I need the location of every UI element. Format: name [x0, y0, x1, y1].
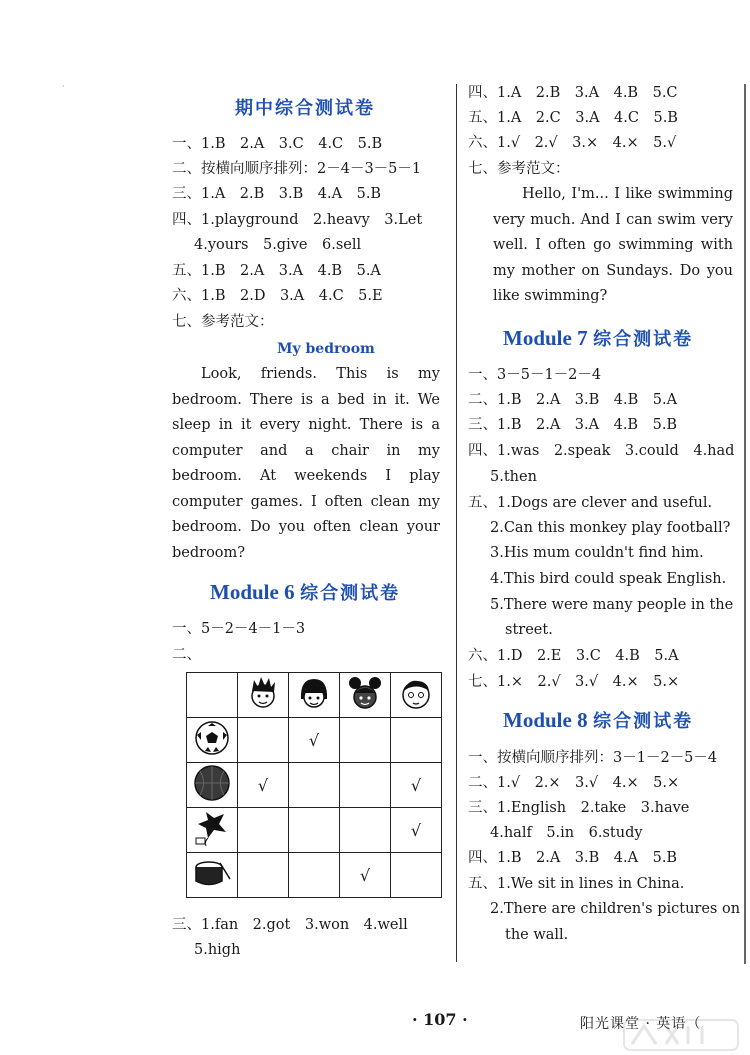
answer-line: 三、1.fan 2.got 3.won 4.well: [172, 917, 408, 933]
answer-line: street.: [505, 622, 553, 638]
page-number: · 107 ·: [412, 1010, 468, 1029]
module8-heading: Module 8 综合测试卷: [503, 708, 694, 732]
grid-cell: √: [289, 718, 340, 763]
football-cell: [187, 718, 238, 763]
answer-line: 三、1.A 2.B 3.B 4.A 5.B: [172, 186, 382, 202]
boy-spiky-hair-icon: [243, 673, 283, 713]
grid-cell: [238, 718, 289, 763]
answer-line: 三、1.English 2.take 3.have: [468, 800, 690, 816]
answer-line: 五、1.We sit in lines in China.: [468, 876, 685, 892]
answer-line: 六、1.D 2.E 3.C 4.B 5.A: [468, 648, 679, 664]
corner-mark: ·: [62, 82, 65, 91]
basketball-icon: [193, 764, 231, 802]
grid-cell: [289, 763, 340, 808]
child-face-1: [238, 673, 289, 718]
answer-line: 一、1.B 2.A 3.C 4.C 5.B: [172, 136, 383, 152]
answer-line: 5.then: [490, 469, 537, 485]
grid-cell: √: [238, 763, 289, 808]
answer-line: 2.There are children's pictures on: [490, 901, 741, 917]
answer-grid: [186, 672, 442, 898]
answer-line: the wall.: [505, 927, 569, 943]
child-face-4: [391, 673, 442, 718]
answer-line: 四、1.A 2.B 3.A 4.B 5.C: [468, 85, 678, 101]
sample-essay: Look, friends. This is my bedroom. There is a bed in it. We sleep in it every night. There is a computer and a chair in my bedroom. At weekends I play computer games. I often clean my bedroom. Do you often clean your bedroom?: [172, 366, 440, 561]
answer-line: 4.This bird could speak English.: [490, 571, 727, 587]
grid-cell: [340, 718, 391, 763]
girl-buns-icon: [345, 673, 385, 713]
answer-line: 五、1.B 2.A 3.A 4.B 5.A: [172, 263, 381, 279]
kite-icon: [192, 808, 232, 848]
answer-line: 七、1.× 2.√ 3.√ 4.× 5.×: [468, 674, 680, 690]
drum-icon: [192, 855, 232, 891]
child-face-2: [289, 673, 340, 718]
essay-title: My bedroom: [277, 341, 375, 357]
girl-bob-hair-icon: [294, 673, 334, 713]
answer-line: 一、5－2－4－1－3: [172, 621, 306, 637]
module7-heading: Module 7 综合测试卷: [503, 326, 694, 350]
answer-line: 一、3－5－1－2－4: [468, 367, 602, 383]
grid-corner: [187, 673, 238, 718]
grid-header-row: [187, 673, 442, 718]
book-title: 阳光课堂 · 英语（: [580, 1016, 702, 1032]
answer-line: 六、1.√ 2.√ 3.× 4.× 5.√: [468, 135, 677, 151]
boy-round-face-icon: [396, 673, 436, 713]
answer-line: 一、按横向顺序排列：3－1－2－5－4: [468, 750, 718, 766]
child-face-3: [340, 673, 391, 718]
grid-cell: [289, 853, 340, 898]
answer-line: 二、1.√ 2.× 3.√ 4.× 5.×: [468, 775, 680, 791]
kite-cell: [187, 808, 238, 853]
column-divider: [456, 84, 457, 962]
answer-line: 2.Can this monkey play football?: [490, 520, 731, 536]
answer-line: 4.half 5.in 6.study: [490, 825, 643, 841]
grid-row-football: [187, 718, 442, 763]
sample-essay: Hello, I'm... I like swimming very much. And I can swim very well. I often go swimming with my mother on Sundays. Do you like swimming?: [493, 186, 733, 304]
answer-line: 七、参考范文：: [468, 161, 570, 177]
drum-cell: [187, 853, 238, 898]
grid-cell: [238, 808, 289, 853]
grid-cell: [238, 853, 289, 898]
basketball-cell: [187, 763, 238, 808]
answer-line: 五、1.Dogs are clever and useful.: [468, 495, 713, 511]
module6-heading: Module 6 综合测试卷: [210, 580, 401, 604]
answer-line: 3.His mum couldn't find him.: [490, 545, 704, 561]
football-icon: [194, 720, 230, 756]
grid-cell: [289, 808, 340, 853]
answer-line: 四、1.was 2.speak 3.could 4.had: [468, 443, 735, 459]
answer-line: 三、1.B 2.A 3.A 4.B 5.B: [468, 417, 678, 433]
answer-line: 四、1.B 2.A 3.B 4.A 5.B: [468, 850, 678, 866]
page-edge: [744, 84, 746, 964]
answer-line: 4.yours 5.give 6.sell: [194, 237, 362, 253]
answer-line: 二、: [172, 647, 201, 663]
answer-line: 四、1.playground 2.heavy 3.Let: [172, 212, 423, 228]
grid-cell: √: [391, 808, 442, 853]
watermark-logo-icon: [622, 1018, 740, 1052]
grid-row-kite: [187, 808, 442, 853]
answer-line: 七、参考范文：: [172, 314, 274, 330]
grid-cell: √: [391, 763, 442, 808]
answer-line: 5.There were many people in the: [490, 597, 734, 613]
answer-line: 二、按横向顺序排列：2－4－3－5－1: [172, 161, 422, 177]
answer-line: 五、1.A 2.C 3.A 4.C 5.B: [468, 110, 678, 126]
grid-row-basketball: [187, 763, 442, 808]
answer-line: 六、1.B 2.D 3.A 4.C 5.E: [172, 288, 383, 304]
grid-row-drum: [187, 853, 442, 898]
midterm-heading: 期中综合测试卷: [235, 98, 375, 119]
grid-cell: [340, 763, 391, 808]
grid-cell: [391, 718, 442, 763]
answer-line: 5.high: [194, 942, 241, 958]
answer-line: 二、1.B 2.A 3.B 4.B 5.A: [468, 392, 678, 408]
grid-cell: [340, 808, 391, 853]
grid-cell: [391, 853, 442, 898]
grid-cell: √: [340, 853, 391, 898]
